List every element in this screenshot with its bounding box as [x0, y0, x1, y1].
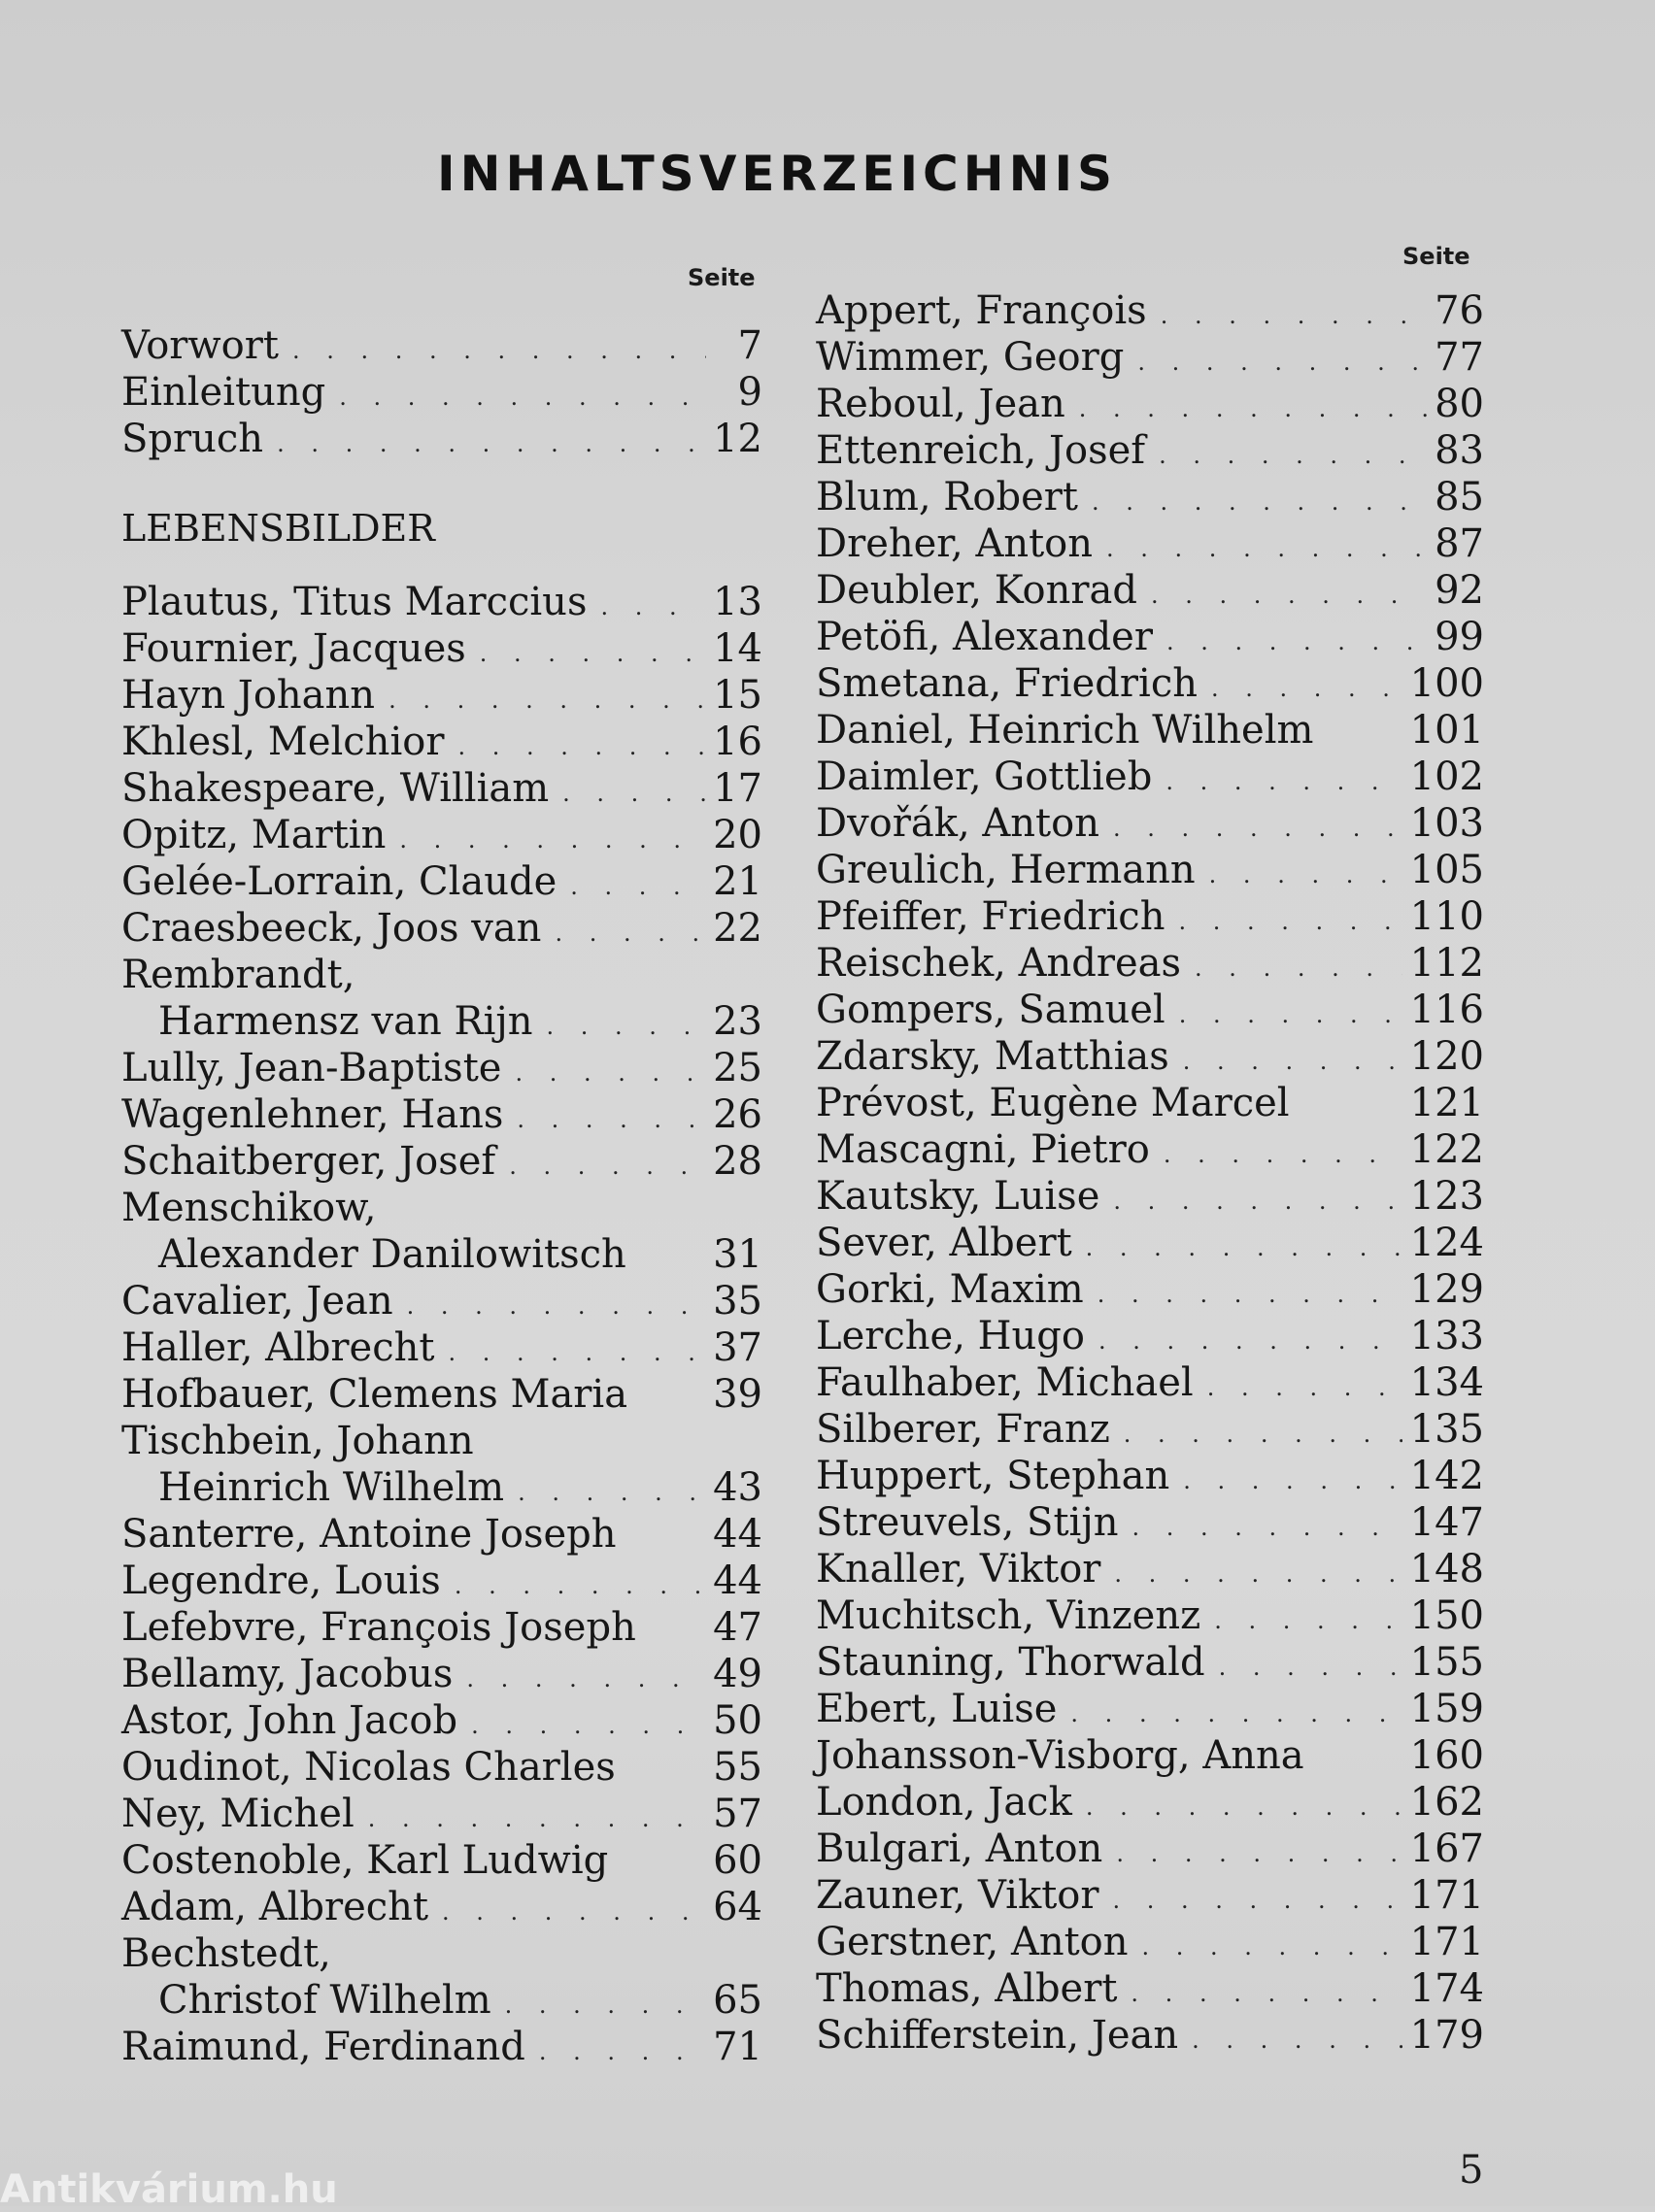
entry-name: Reischek, Andreas — [816, 941, 1182, 986]
toc-entry — [121, 1977, 762, 2024]
toc-entry — [816, 1080, 1484, 1126]
toc-entry — [816, 1919, 1484, 1965]
entry-page: 100 — [1409, 661, 1484, 706]
leader-dots — [1079, 385, 1427, 432]
entry-name: Haller, Albrecht — [121, 1325, 435, 1370]
entry-page: 142 — [1409, 1454, 1484, 1498]
entry-page: 159 — [1409, 1687, 1484, 1731]
entry-name: Dvořák, Anton — [816, 801, 1099, 846]
leader-dots — [339, 374, 706, 420]
leader-dots — [457, 723, 705, 770]
toc-entry — [816, 1266, 1484, 1313]
entry-page: 60 — [713, 1838, 762, 1883]
toc-entry — [121, 369, 762, 416]
entry-name: Ebert, Luise — [816, 1687, 1058, 1731]
entry-page: 44 — [713, 1558, 762, 1603]
entry-name: Adam, Albrecht — [121, 1885, 429, 1929]
toc-right-column — [816, 287, 1484, 2059]
toc-entry — [121, 1091, 762, 1138]
toc-entry — [121, 812, 762, 858]
page-column-label-right: Seite — [1402, 243, 1470, 270]
entry-page: 55 — [713, 1745, 762, 1790]
toc-entry — [121, 1884, 762, 1930]
leader-dots — [539, 2028, 705, 2075]
entry-name: Reboul, Jean — [816, 382, 1065, 426]
toc-entry — [121, 1324, 762, 1371]
entry-page: 31 — [713, 1232, 762, 1277]
entry-page: 44 — [713, 1512, 762, 1557]
entry-page: 25 — [713, 1046, 762, 1090]
toc-entry — [816, 1686, 1484, 1732]
toc-entry — [816, 287, 1484, 334]
leader-dots — [555, 910, 705, 956]
entry-page: 174 — [1409, 1966, 1484, 2011]
entry-name: Zauner, Viktor — [816, 1873, 1099, 1918]
leader-dots — [1178, 898, 1402, 945]
leader-dots — [547, 1003, 706, 1050]
leader-dots — [1070, 1691, 1402, 1737]
entry-name: Petöfi, Alexander — [816, 615, 1153, 659]
leader-dots — [1142, 1924, 1402, 1970]
toc-entry — [816, 520, 1484, 567]
entry-page: 116 — [1409, 988, 1484, 1032]
leader-dots — [518, 1469, 705, 1516]
toc-entry — [121, 1231, 762, 1278]
entry-name: Gelée-Lorrain, Claude — [121, 859, 557, 904]
toc-entry — [121, 1045, 762, 1091]
entry-page: 179 — [1409, 2013, 1484, 2058]
entry-page: 14 — [713, 626, 762, 671]
entry-page: 22 — [713, 906, 762, 951]
entry-page: 35 — [713, 1279, 762, 1324]
entry-name: Muchitsch, Vinzenz — [816, 1593, 1201, 1638]
toc-entry — [816, 1872, 1484, 1919]
entry-name: Gorki, Maxim — [816, 1267, 1084, 1312]
toc-entry — [121, 952, 762, 998]
entry-page: 105 — [1409, 848, 1484, 892]
entry-name: Sever, Albert — [816, 1221, 1072, 1265]
entry-name: Menschikow, — [121, 1186, 377, 1230]
leader-dots — [517, 1096, 705, 1143]
entry-name: Raimund, Ferdinand — [121, 2025, 525, 2069]
toc-entry — [816, 1639, 1484, 1686]
toc-entry — [816, 660, 1484, 707]
entry-page: 102 — [1409, 754, 1484, 799]
entry-name: Deubler, Konrad — [816, 568, 1137, 613]
toc-entry — [816, 1406, 1484, 1453]
toc-entry — [121, 672, 762, 719]
entry-page: 47 — [713, 1605, 762, 1650]
leader-dots — [1116, 1830, 1402, 1877]
leader-dots — [1114, 1551, 1402, 1597]
toc-entry — [121, 765, 762, 812]
entry-page: 112 — [1409, 941, 1484, 986]
leader-dots — [1183, 1458, 1402, 1504]
toc-entry — [816, 940, 1484, 987]
leader-dots — [1124, 1411, 1402, 1458]
leader-dots — [505, 1982, 705, 2028]
entry-name: Tischbein, Johann — [121, 1419, 474, 1463]
entry-page: 21 — [713, 859, 762, 904]
entry-name: Greulich, Hermann — [816, 848, 1196, 892]
toc-entry — [816, 474, 1484, 520]
toc-entry — [816, 987, 1484, 1033]
toc-entry — [121, 1837, 762, 1884]
entry-page: 28 — [713, 1139, 762, 1184]
leader-dots — [1159, 432, 1427, 479]
entry-name: Oudinot, Nicolas Charles — [121, 1745, 616, 1790]
toc-entry — [816, 614, 1484, 660]
entry-name: Lefebvre, François Joseph — [121, 1605, 636, 1650]
entry-page: 133 — [1409, 1314, 1484, 1358]
entry-name: Daniel, Heinrich Wilhelm — [816, 708, 1314, 753]
toc-entry — [816, 1453, 1484, 1499]
toc-entry — [121, 858, 762, 905]
toc-entry — [121, 1138, 762, 1185]
leader-dots — [1192, 2017, 1402, 2063]
leader-dots — [1207, 1364, 1402, 1411]
entry-name: Schifferstein, Jean — [816, 2013, 1179, 2058]
leader-dots — [1113, 1178, 1402, 1224]
toc-entry — [816, 381, 1484, 427]
entry-name: Huppert, Stephan — [816, 1454, 1170, 1498]
leader-dots — [1151, 572, 1427, 619]
entry-name: Faulhaber, Michael — [816, 1360, 1194, 1405]
entry-name: Ettenreich, Josef — [816, 428, 1146, 473]
entry-page: 171 — [1409, 1873, 1484, 1918]
leader-dots — [600, 584, 705, 630]
entry-page: 50 — [713, 1698, 762, 1743]
toc-entry — [121, 579, 762, 625]
leader-dots — [515, 1050, 705, 1096]
entry-page: 43 — [713, 1465, 762, 1510]
leader-dots — [1098, 1271, 1402, 1318]
entry-name: Legendre, Louis — [121, 1558, 441, 1603]
entry-name: Opitz, Martin — [121, 813, 387, 857]
toc-entry — [121, 1604, 762, 1651]
entry-page: 129 — [1409, 1267, 1484, 1312]
entry-page: 110 — [1409, 894, 1484, 939]
entry-name: Streuvels, Stijn — [816, 1500, 1119, 1545]
entry-name: Santerre, Antoine Joseph — [121, 1512, 617, 1557]
leader-dots — [1179, 991, 1402, 1038]
leader-dots — [570, 863, 705, 910]
entry-page: 150 — [1409, 1593, 1484, 1638]
entry-name: Appert, François — [816, 288, 1147, 333]
toc-entry — [816, 847, 1484, 893]
entry-name: Wagenlehner, Hans — [121, 1092, 504, 1137]
entry-page: 124 — [1409, 1221, 1484, 1265]
leader-dots — [1086, 1784, 1402, 1830]
toc-entry — [816, 1173, 1484, 1220]
leader-dots — [1161, 292, 1427, 339]
entry-name: Plautus, Titus Marccius — [121, 580, 588, 624]
entry-page: 26 — [713, 1092, 762, 1137]
toc-entry — [816, 707, 1484, 754]
entry-page: 20 — [713, 813, 762, 857]
toc-entry — [816, 1592, 1484, 1639]
toc-entry — [816, 334, 1484, 381]
entry-page: 120 — [1409, 1034, 1484, 1079]
entry-name: Shakespeare, William — [121, 766, 550, 811]
leader-dots — [455, 1562, 705, 1609]
entry-page: 121 — [1409, 1081, 1484, 1125]
leader-dots — [388, 677, 705, 723]
toc-entry — [816, 2012, 1484, 2059]
entry-name: Hayn Johann — [121, 673, 376, 718]
entry-name: Astor, John Jacob — [121, 1698, 458, 1743]
entry-name: Wimmer, Georg — [816, 335, 1125, 380]
toc-entry — [816, 1546, 1484, 1592]
entry-page: 39 — [713, 1372, 762, 1417]
entry-name: Lerche, Hugo — [816, 1314, 1085, 1358]
leader-dots — [1211, 665, 1402, 712]
entry-name: Knaller, Viktor — [816, 1547, 1101, 1592]
entry-name: Christof Wilhelm — [158, 1978, 491, 2023]
entry-page: 13 — [713, 580, 762, 624]
section-heading: LEBENSBILDER — [121, 507, 435, 550]
entry-page: 7 — [737, 323, 762, 368]
leader-dots — [1137, 339, 1427, 385]
toc-entry — [121, 1791, 762, 1837]
toc-entry — [121, 1511, 762, 1558]
leader-dots — [466, 1656, 705, 1702]
entry-name: Bellamy, Jacobus — [121, 1652, 454, 1696]
entry-page: 171 — [1409, 1920, 1484, 1964]
entry-name: Bechstedt, — [121, 1931, 331, 1976]
leader-dots — [1219, 1644, 1402, 1691]
front-matter-list — [121, 322, 762, 462]
page-column-label-left: Seite — [688, 264, 756, 291]
toc-entry — [121, 1744, 762, 1791]
toc-entry — [121, 1418, 762, 1464]
entry-name: Spruch — [121, 417, 264, 461]
leader-dots — [562, 770, 705, 817]
leader-dots — [1209, 852, 1402, 898]
entry-page: 16 — [713, 720, 762, 764]
toc-entry — [121, 1371, 762, 1418]
entry-name: Pfeiffer, Friedrich — [816, 894, 1165, 939]
entry-name: Gompers, Samuel — [816, 988, 1165, 1032]
entry-name: Daimler, Gottlieb — [816, 754, 1153, 799]
entry-name: Zdarsky, Matthias — [816, 1034, 1169, 1079]
leader-dots — [1131, 1970, 1402, 2017]
toc-entry — [816, 1499, 1484, 1546]
toc-entry — [816, 754, 1484, 800]
entry-page: 15 — [713, 673, 762, 718]
entry-name: Fournier, Jacques — [121, 626, 466, 671]
entry-page: 148 — [1409, 1547, 1484, 1592]
entry-name: Heinrich Wilhelm — [158, 1465, 505, 1510]
entry-page: 155 — [1409, 1640, 1484, 1685]
toc-entry — [121, 1278, 762, 1324]
leader-dots — [1098, 1318, 1402, 1364]
entry-page: 162 — [1409, 1780, 1484, 1825]
entry-page: 92 — [1435, 568, 1484, 613]
toc-entry — [816, 1033, 1484, 1080]
entry-page: 123 — [1409, 1174, 1484, 1219]
toc-entry — [816, 800, 1484, 847]
entry-name: Schaitberger, Josef — [121, 1139, 496, 1184]
entry-name: Einleitung — [121, 370, 326, 415]
leader-dots — [480, 630, 705, 677]
leader-dots — [471, 1702, 705, 1749]
entry-page: 17 — [713, 766, 762, 811]
entry-page: 49 — [713, 1652, 762, 1696]
entry-name: Alexander Danilowitsch — [158, 1232, 626, 1277]
leader-dots — [399, 817, 705, 863]
toc-entry — [816, 1359, 1484, 1406]
toc-entry — [121, 998, 762, 1045]
entry-name: Dreher, Anton — [816, 521, 1094, 566]
entry-name: Khlesl, Melchior — [121, 720, 445, 764]
entry-name: Rembrandt, — [121, 953, 355, 997]
leader-dots — [1214, 1597, 1402, 1644]
toc-entry — [816, 1313, 1484, 1359]
entry-page: 135 — [1409, 1407, 1484, 1452]
entry-name: Thomas, Albert — [816, 1966, 1118, 2011]
leader-dots — [442, 1889, 705, 1935]
leader-dots — [448, 1329, 705, 1376]
leader-dots — [1092, 479, 1427, 525]
entry-page: 101 — [1409, 708, 1484, 753]
entry-name: Cavalier, Jean — [121, 1279, 393, 1324]
entry-name: Bulgari, Anton — [816, 1827, 1103, 1871]
toc-entry — [121, 905, 762, 952]
entry-name: Kautsky, Luise — [816, 1174, 1100, 1219]
entry-name: Harmensz van Rijn — [158, 999, 533, 1044]
entry-page: 77 — [1435, 335, 1484, 380]
toc-entry — [816, 427, 1484, 474]
toc-entry — [816, 1732, 1484, 1779]
entry-page: 64 — [713, 1885, 762, 1929]
toc-entry — [121, 625, 762, 672]
entry-name: Blum, Robert — [816, 475, 1078, 519]
page-number: 5 — [1459, 2148, 1484, 2193]
toc-entry — [816, 893, 1484, 940]
entry-page: 12 — [713, 417, 762, 461]
toc-entry — [121, 322, 762, 369]
toc-entry — [121, 2024, 762, 2070]
entry-name: Lully, Jean-Baptiste — [121, 1046, 502, 1090]
leader-dots — [277, 420, 705, 467]
leader-dots — [1131, 1504, 1402, 1551]
leader-dots — [1166, 619, 1427, 665]
entry-name: Craesbeeck, Joos van — [121, 906, 542, 951]
toc-entry — [816, 1826, 1484, 1872]
toc-entry — [121, 1930, 762, 1977]
leader-dots — [407, 1283, 705, 1329]
entry-name: Hofbauer, Clemens Maria — [121, 1372, 628, 1417]
entry-page: 147 — [1409, 1500, 1484, 1545]
toc-entry — [816, 1220, 1484, 1266]
entry-name: Smetana, Friedrich — [816, 661, 1198, 706]
entry-name: Prévost, Eugène Marcel — [816, 1081, 1290, 1125]
entry-page: 65 — [713, 1978, 762, 2023]
toc-entry — [121, 719, 762, 765]
toc-entry — [816, 1965, 1484, 2012]
leader-dots — [1112, 1877, 1402, 1924]
entry-page: 76 — [1435, 288, 1484, 333]
toc-entry — [816, 1779, 1484, 1826]
toc-entry — [121, 1464, 762, 1511]
entry-page: 134 — [1409, 1360, 1484, 1405]
leader-dots — [509, 1143, 705, 1190]
leader-dots — [368, 1795, 705, 1842]
entry-page: 71 — [713, 2025, 762, 2069]
leader-dots — [1165, 758, 1402, 805]
entry-page: 122 — [1409, 1127, 1484, 1172]
entry-page: 37 — [713, 1325, 762, 1370]
entry-page: 57 — [713, 1792, 762, 1836]
entry-page: 80 — [1435, 382, 1484, 426]
toc-entry — [121, 1185, 762, 1231]
leader-dots — [1113, 805, 1402, 852]
entry-page: 160 — [1409, 1733, 1484, 1778]
leader-dots — [1195, 945, 1402, 991]
entry-name: Gerstner, Anton — [816, 1920, 1129, 1964]
entry-name: Vorwort — [121, 323, 279, 368]
entry-page: 167 — [1409, 1827, 1484, 1871]
entry-name: Johansson-Visborg, Anna — [816, 1733, 1304, 1778]
leader-dots — [292, 327, 706, 374]
watermark: Antikvárium.hu — [0, 2167, 338, 2212]
toc-entry — [121, 416, 762, 462]
entry-page: 85 — [1435, 475, 1484, 519]
toc-entry — [121, 1558, 762, 1604]
toc-entry — [121, 1697, 762, 1744]
entry-name: Ney, Michel — [121, 1792, 355, 1836]
toc-left-column — [121, 322, 762, 2070]
entry-page: 23 — [713, 999, 762, 1044]
entry-name: Stauning, Thorwald — [816, 1640, 1205, 1685]
toc-entry — [816, 567, 1484, 614]
page-title: INHALTSVERZEICHNIS — [437, 146, 1118, 202]
entry-page: 87 — [1435, 521, 1484, 566]
leader-dots — [1164, 1131, 1402, 1178]
leader-dots — [1106, 525, 1427, 572]
entry-name: Mascagni, Pietro — [816, 1127, 1150, 1172]
leader-dots — [1183, 1038, 1402, 1085]
entry-name: Silberer, Franz — [816, 1407, 1110, 1452]
leader-dots — [1086, 1224, 1402, 1271]
toc-entry — [121, 1651, 762, 1697]
entry-name: Costenoble, Karl Ludwig — [121, 1838, 609, 1883]
entry-page: 103 — [1409, 801, 1484, 846]
entry-page: 99 — [1435, 615, 1484, 659]
entry-page: 9 — [737, 370, 762, 415]
entry-page: 83 — [1435, 428, 1484, 473]
biography-list-left — [121, 579, 762, 2070]
toc-entry — [816, 1126, 1484, 1173]
entry-name: London, Jack — [816, 1780, 1072, 1825]
